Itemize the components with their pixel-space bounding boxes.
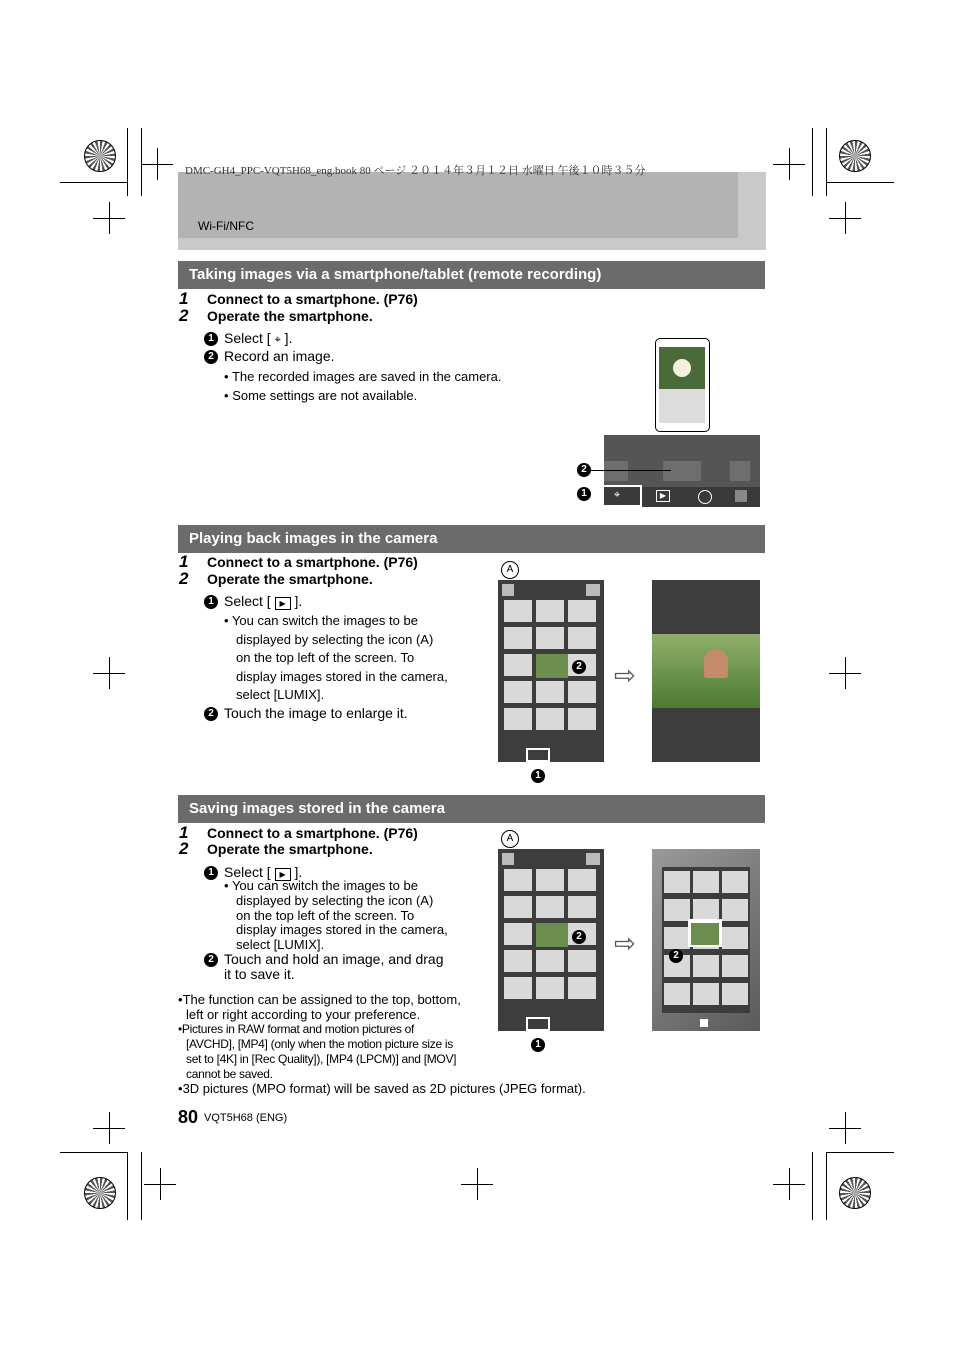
step-number: 2 — [179, 306, 189, 325]
header-band-inner — [178, 172, 738, 238]
step-marker: 1 — [204, 332, 218, 346]
grid-icon — [698, 490, 712, 504]
substep-touch: 2 Touch the image to enlarge it. — [204, 705, 408, 721]
note-item: •The function can be assigned to the top, bottom, left or right according to your preference. — [178, 992, 461, 1022]
arrow-right-icon: ⇨ — [614, 928, 636, 958]
substep-text: ]. — [280, 330, 293, 346]
step-number: 1 — [179, 823, 189, 842]
callout-marker: 2 — [577, 463, 591, 477]
thumbnail-cell[interactable] — [722, 927, 748, 949]
thumbnail-cell[interactable] — [664, 927, 690, 949]
step-text: Operate the smartphone. — [207, 308, 373, 324]
thumbnail-cell[interactable] — [693, 983, 719, 1005]
substep-text: Select [ — [224, 330, 275, 346]
thumbnail-cell[interactable] — [536, 600, 564, 622]
thumbnail-cell[interactable] — [664, 983, 690, 1005]
thumbnail-cell[interactable] — [504, 654, 532, 676]
thumbnail-cell[interactable] — [536, 977, 564, 999]
thumbnail-cell[interactable] — [722, 983, 748, 1005]
thumbnail-cell[interactable] — [693, 899, 719, 921]
drag-save-screen — [652, 849, 760, 1031]
step-marker: 2 — [204, 350, 218, 364]
document-code: VQT5H68 (ENG) — [204, 1112, 288, 1124]
callout-marker: 2 — [572, 660, 586, 674]
arrow-right-icon: ⇨ — [614, 660, 636, 690]
step-number: 2 — [179, 839, 189, 858]
note-item: •Pictures in RAW format and motion pictures of [AVCHD], [MP4] (only when the motion picture size is set to [4K] in [Rec Quality]), [MP4 (LPCM)] and [MOV] cannot be saved. — [178, 1022, 457, 1081]
substep-select — [204, 330, 292, 347]
bullet-item: • You can switch the images to be displayed by selecting the icon (A) on the top left of the screen. To display images stored in the camera, select [LUMIX]. — [224, 613, 448, 702]
thumbnail-cell[interactable] — [664, 871, 690, 893]
thumbnail-cell[interactable] — [504, 681, 532, 703]
substep-text: Record an image. — [224, 348, 335, 364]
callout-marker: 1 — [531, 1038, 545, 1052]
thumbnail-cell[interactable] — [504, 977, 532, 999]
step-text: Operate the smartphone. — [207, 571, 373, 587]
play-icon: ▶ — [275, 597, 291, 610]
thumbnail-cell[interactable] — [693, 955, 719, 977]
play-icon: ▶ — [656, 490, 670, 502]
substep-drag: 2 Touch and hold an image, and drag it to save it. — [204, 952, 444, 982]
thumbnail-cell[interactable] — [568, 869, 596, 891]
section-label: Wi-Fi/NFC — [198, 219, 254, 233]
crop-sunburst — [839, 1177, 871, 1209]
thumbnail-cell[interactable] — [568, 627, 596, 649]
step-text: Operate the smartphone. — [207, 841, 373, 857]
section-title-remote-recording: Taking images via a smartphone/tablet (remote recording) — [178, 261, 765, 289]
thumbnail-cell[interactable] — [722, 899, 748, 921]
camera-record-icon: ⌖ — [614, 489, 621, 501]
page-number: 80 — [178, 1107, 199, 1127]
thumbnail-cell[interactable] — [536, 896, 564, 918]
crop-sunburst — [84, 140, 116, 172]
thumbnail-cell[interactable] — [536, 708, 564, 730]
thumbnail-cell[interactable] — [504, 869, 532, 891]
step-text: Connect to a smartphone. (P76) — [207, 825, 418, 841]
playback-grid-screen — [498, 580, 604, 762]
thumbnail-cell[interactable] — [504, 896, 532, 918]
section-title-playback: Playing back images in the camera — [178, 525, 765, 553]
step-number: 2 — [179, 569, 189, 588]
thumbnail-cell[interactable] — [536, 950, 564, 972]
callout-a: A — [501, 561, 519, 579]
callout-marker: 2 — [669, 949, 683, 963]
callout-a: A — [501, 830, 519, 848]
substep-record — [204, 348, 335, 364]
thumbnail-cell[interactable] — [664, 899, 690, 921]
step-marker: 1 — [204, 866, 218, 880]
callout-line — [591, 470, 671, 471]
thumbnail-cell[interactable] — [568, 977, 596, 999]
saving-grid-screen — [498, 849, 604, 1031]
crop-sunburst — [839, 140, 871, 172]
play-icon: ▶ — [275, 868, 291, 881]
bullet-item: • The recorded images are saved in the camera. — [224, 369, 502, 384]
thumbnail-cell[interactable] — [504, 950, 532, 972]
thumbnail-cell[interactable] — [722, 955, 748, 977]
section-title-saving: Saving images stored in the camera — [178, 795, 765, 823]
thumbnail-cell[interactable] — [536, 681, 564, 703]
step-text: Connect to a smartphone. (P76) — [207, 554, 418, 570]
thumbnail-cell[interactable] — [504, 627, 532, 649]
remote-record-screen — [604, 435, 760, 507]
thumbnail-cell[interactable] — [504, 923, 532, 945]
callout-marker: 1 — [577, 487, 591, 501]
callout-marker: 1 — [531, 769, 545, 783]
thumbnail-cell[interactable] — [568, 896, 596, 918]
thumbnail-cell[interactable] — [504, 600, 532, 622]
enlarged-image-screen — [652, 580, 760, 762]
crop-sunburst — [84, 1177, 116, 1209]
substep-select: 1 Select [ ▶ ]. — [204, 593, 302, 610]
step-marker: 2 — [204, 953, 218, 967]
thumbnail-cell[interactable] — [536, 627, 564, 649]
thumbnail-cell[interactable] — [568, 681, 596, 703]
step-number: 1 — [179, 552, 189, 571]
thumbnail-cell[interactable] — [693, 871, 719, 893]
smartphone-illustration — [655, 338, 710, 432]
callout-marker: 2 — [572, 930, 586, 944]
camera-record-icon: ⌖ — [274, 334, 281, 346]
note-item: •3D pictures (MPO format) will be saved as 2D pictures (JPEG format). — [178, 1081, 586, 1096]
bullet-item: • You can switch the images to be displayed by selecting the icon (A) on the top left of the screen. To display images stored in the camera, select [LUMIX]. — [224, 878, 448, 953]
step-marker: 1 — [204, 595, 218, 609]
substep-select: 1 Select [ ▶ ]. — [204, 864, 302, 881]
thumbnail-cell[interactable] — [504, 708, 532, 730]
thumbnail-cell[interactable] — [568, 950, 596, 972]
file-header: DMC-GH4_PPC-VQT5H68_eng.book 80 ページ ２０１４年３月１２日 水曜日 午後１０時３５分 — [185, 165, 646, 177]
step-marker: 2 — [204, 707, 218, 721]
thumbnail-cell[interactable] — [568, 600, 596, 622]
thumbnail-cell[interactable] — [536, 869, 564, 891]
thumbnail-cell[interactable] — [568, 708, 596, 730]
step-text: Connect to a smartphone. (P76) — [207, 291, 418, 307]
thumbnail-cell[interactable] — [722, 871, 748, 893]
step-number: 1 — [179, 289, 189, 308]
bullet-item: • Some settings are not available. — [224, 388, 418, 403]
